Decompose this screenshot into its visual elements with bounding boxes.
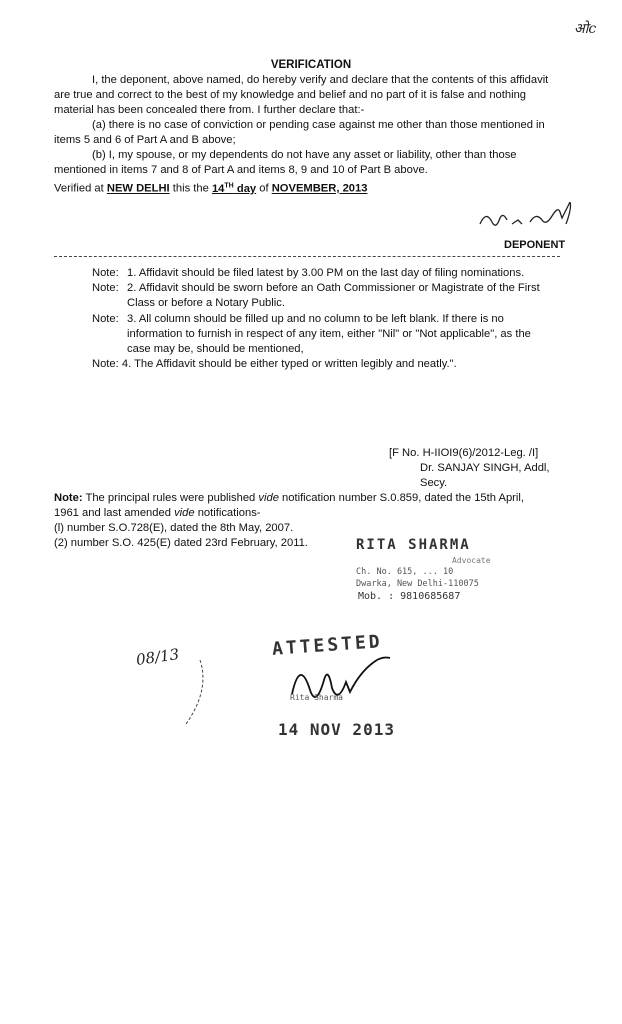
notary-stamp-name: RITA SHARMA — [356, 537, 471, 553]
final-note-item-2: (2) number S.O. 425(E) dated 23rd February, 2011. — [54, 537, 308, 549]
note-1 — [92, 266, 552, 281]
note-3-label: Note: — [92, 313, 119, 325]
verified-day: 14TH day — [211, 182, 257, 195]
attested-stamp: ATTESTED — [271, 631, 384, 660]
verified-of: of — [259, 182, 269, 195]
note-2-text: 2. Affidavit should be sworn before an Oath Commissioner or Magistrate of the First Class or before a Notary Public. — [127, 282, 540, 309]
notary-stamp-line5: Mob. : 9810685687 — [358, 591, 461, 602]
date-stamp: 14 NOV 2013 — [278, 720, 395, 739]
verified-month-year: NOVEMBER, 2013 — [271, 182, 368, 195]
verified-line — [54, 178, 554, 197]
note-2 — [92, 281, 552, 311]
final-note-item-1: (l) number S.O.728(E), dated the 8th May, 2007. — [54, 522, 294, 534]
file-ref-line1: [F No. H-IIOI9(6)/2012-Leg. /I] — [389, 447, 539, 459]
deponent-signature — [476, 202, 586, 234]
note-1-text: 1. Affidavit should be filed latest by 3.00 PM on the last day of filing nominations. — [127, 267, 525, 279]
note-4: Note: 4. The Affidavit should be either typed or written legibly and neatly.". — [92, 358, 457, 370]
verified-mid: this the — [172, 182, 209, 195]
note-1-label: Note: — [92, 267, 119, 279]
notary-stamp-line2: Advocate — [452, 556, 491, 565]
file-ref-line2: Dr. SANJAY SINGH, Addl, — [420, 462, 550, 474]
corner-initial: ओc — [574, 21, 597, 37]
intro-paragraph: I, the deponent, above named, do hereby verify and declare that the contents of this affidavit are true and correct to the best of my knowledge and belief and no part of it is false and nothing material has been concealed there from. I further declare that:- — [54, 74, 549, 116]
note-3-text: 3. All column should be filled up and no column to be left blank. If there is no information to furnish in respect of any item, either "Nil" or "Not applicable", as the case may be, should be mentioned, — [127, 313, 531, 355]
attest-sub: Rita Sharma — [290, 693, 343, 702]
pen-stroke — [180, 658, 210, 733]
deponent-label: DEPONENT — [504, 239, 566, 251]
clause-a: (a) there is no case of conviction or pending case against me other than those mentioned in items 5 and 6 of Part A and B above; — [54, 119, 545, 146]
handwritten-date: 08/13 — [134, 645, 181, 669]
clause-b: (b) I, my spouse, or my dependents do not have any asset or liability, other than those mentioned in items 7 and 8 of Part A and items 8, 9 and 10 of Part B above. — [54, 149, 517, 176]
note-3 — [92, 312, 552, 357]
separator — [54, 256, 560, 257]
verified-prefix: Verified at — [54, 182, 104, 195]
final-note: Note: The principal rules were published vide notification number S.0.859, dated the 15th April, 1961 and last amended vide notifications- — [54, 492, 524, 519]
notary-stamp-line4: Dwarka, New Delhi-110075 — [356, 579, 479, 589]
verified-place: NEW DELHI — [106, 182, 170, 195]
page-title: VERIFICATION — [270, 59, 352, 71]
file-ref-line3: Secy. — [420, 477, 448, 489]
final-note-label: Note: — [54, 492, 83, 504]
note-2-label: Note: — [92, 282, 119, 294]
notary-stamp-line3: Ch. No. 615, ... 10 — [356, 567, 454, 577]
